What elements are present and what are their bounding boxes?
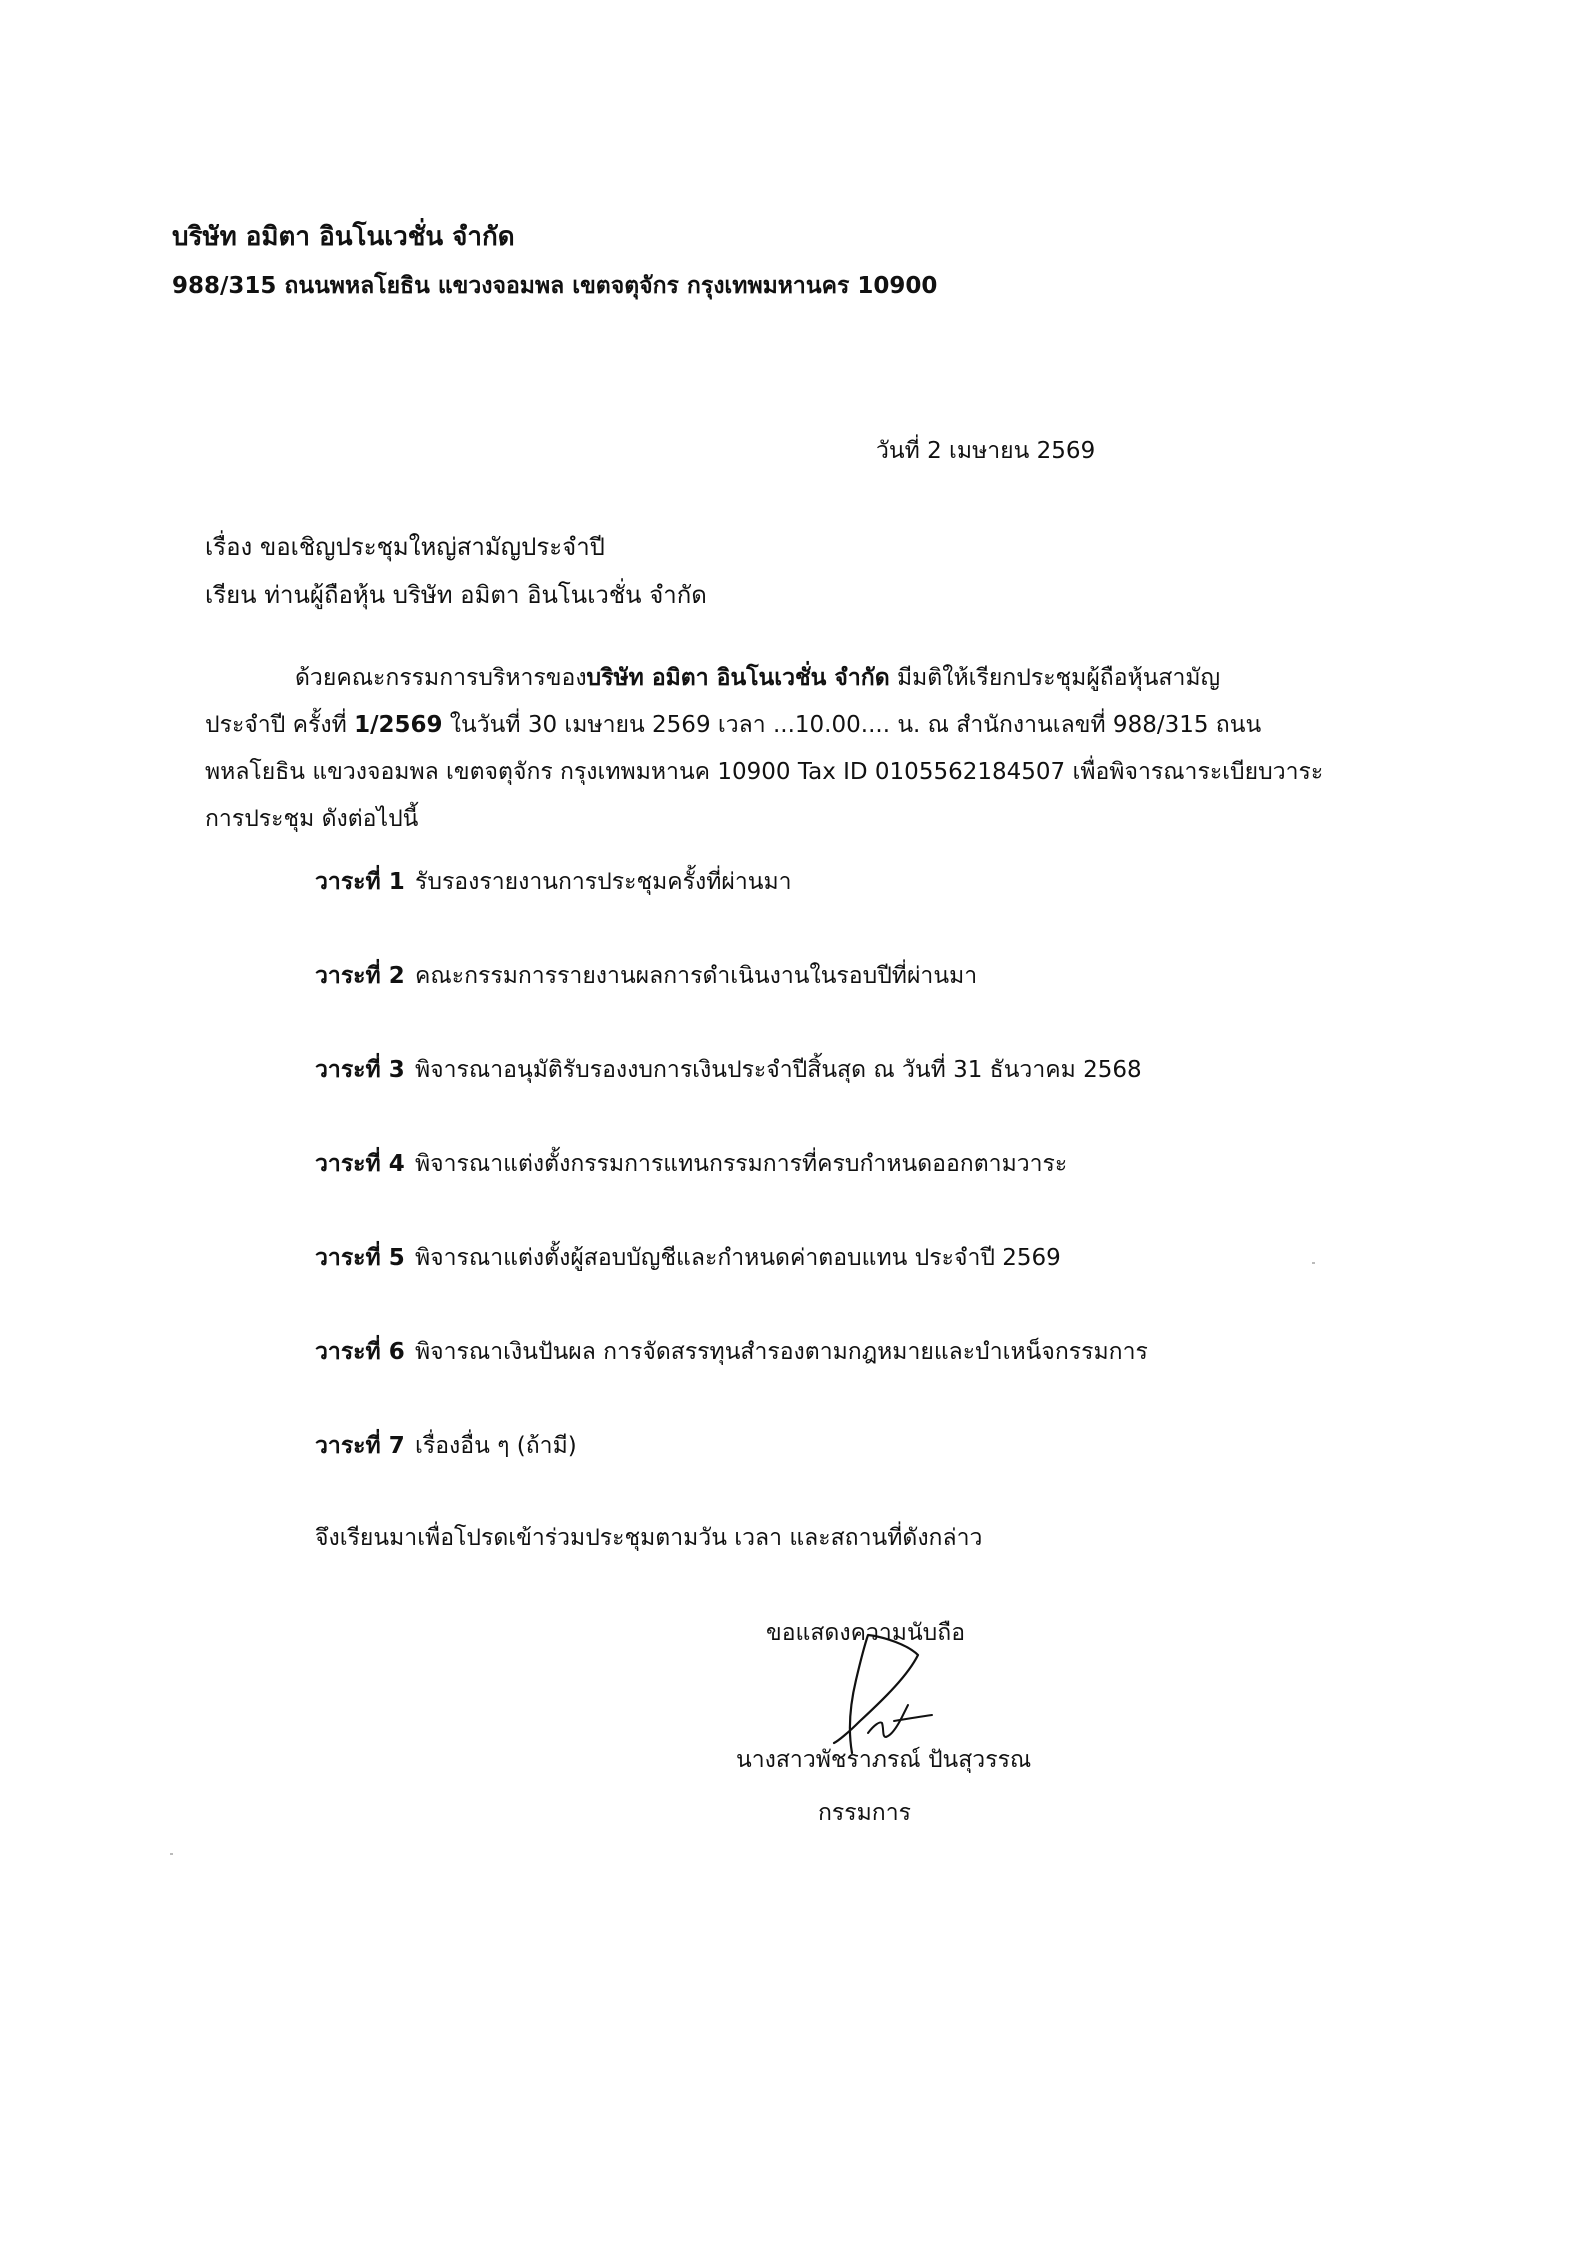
letter-date: วันที่ 2 เมษายน 2569 [876, 438, 1096, 464]
agenda-item [315, 958, 1315, 1052]
agenda-text: พิจารณาเงินปันผล การจัดสรรทุนสำรองตามกฎหมายและบำเหน็จกรรมการ [415, 1339, 1148, 1365]
signer-name: นางสาวพัชราภรณ์ ปันสุวรรณ [736, 1747, 1032, 1773]
intro-line-1 [205, 655, 1345, 702]
regards-line: ขอแสดงความนับถือ [766, 1620, 966, 1646]
intro-paragraph [205, 655, 1345, 843]
signature-stroke [868, 1705, 908, 1737]
agenda-item [315, 1146, 1315, 1240]
agenda-number: วาระที่ 6 [315, 1339, 405, 1365]
agenda-number: วาระที่ 1 [315, 869, 405, 895]
company-name: บริษัท อมิตา อินโนเวชั่น จำกัด [172, 222, 515, 252]
agenda-item [315, 1052, 1315, 1146]
agenda-number: วาระที่ 5 [315, 1245, 405, 1271]
agenda-item [315, 1334, 1315, 1428]
agenda-text: พิจารณาแต่งตั้งกรรมการแทนกรรมการที่ครบกำหนดออกตามวาระ [415, 1151, 1068, 1177]
agenda-number: วาระที่ 3 [315, 1057, 405, 1083]
agenda-text: รับรองรายงานการประชุมครั้งที่ผ่านมา [415, 869, 792, 895]
agenda-list [315, 864, 1315, 1522]
scan-speck [170, 1853, 173, 1855]
agenda-number: วาระที่ 7 [315, 1433, 405, 1459]
intro-company-name: บริษัท อมิตา อินโนเวชั่น จำกัด [586, 665, 890, 691]
closing-sentence: จึงเรียนมาเพื่อโปรดเข้าร่วมประชุมตามวัน เวลา และสถานที่ดังกล่าว [315, 1525, 983, 1551]
meeting-number: 1/2569 [354, 712, 443, 738]
agenda-text: พิจารณาอนุมัติรับรองงบการเงินประจำปีสิ้นสุด ณ วันที่ 31 ธันวาคม 2568 [415, 1057, 1142, 1083]
company-address: 988/315 ถนนพหลโยธิน แขวงจอมพล เขตจตุจักร กรุงเทพมหานคร 10900 [172, 273, 938, 299]
agenda-item [315, 1240, 1315, 1334]
agenda-text: คณะกรรมการรายงานผลการดำเนินงานในรอบปีที่ผ่านมา [415, 963, 978, 989]
signature-stroke [834, 1635, 918, 1753]
intro-line-2 [205, 702, 1345, 749]
letter-recipient: เรียน ท่านผู้ถือหุ้น บริษัท อมิตา อินโนเวชั่น จำกัด [205, 581, 707, 609]
agenda-text: เรื่องอื่น ๆ (ถ้ามี) [415, 1433, 577, 1459]
agenda-text: พิจารณาแต่งตั้งผู้สอบบัญชีและกำหนดค่าตอบแทน ประจำปี 2569 [415, 1245, 1061, 1271]
agenda-number: วาระที่ 2 [315, 963, 405, 989]
agenda-item [315, 864, 1315, 958]
letter-subject: เรื่อง ขอเชิญประชุมใหญ่สามัญประจำปี [205, 533, 605, 561]
agenda-item [315, 1428, 1315, 1522]
agenda-number: วาระที่ 4 [315, 1151, 405, 1177]
scan-speck [1312, 1262, 1315, 1264]
intro-text: ในวันที่ 30 เมษายน 2569 เวลา ...10.00.... น. ณ สำนักงานเลขที่ 988/315 ถนน [442, 712, 1262, 738]
intro-text: ประจำปี ครั้งที่ [205, 712, 355, 738]
signature-stroke [894, 1715, 932, 1721]
intro-line-4: การประชุม ดังต่อไปนี้ [205, 806, 419, 832]
signature-image [790, 1625, 980, 1760]
signer-title: กรรมการ [818, 1800, 911, 1826]
intro-line-3: พหลโยธิน แขวงจอมพล เขตจตุจักร กรุงเทพมหานค 10900 Tax ID 0105562184507 เพื่อพิจารณาระเบียบวาระ [205, 759, 1324, 785]
intro-text: ด้วยคณะกรรมการบริหารของ [295, 665, 587, 691]
intro-text: มีมติให้เรียกประชุมผู้ถือหุ้นสามัญ [889, 665, 1221, 691]
